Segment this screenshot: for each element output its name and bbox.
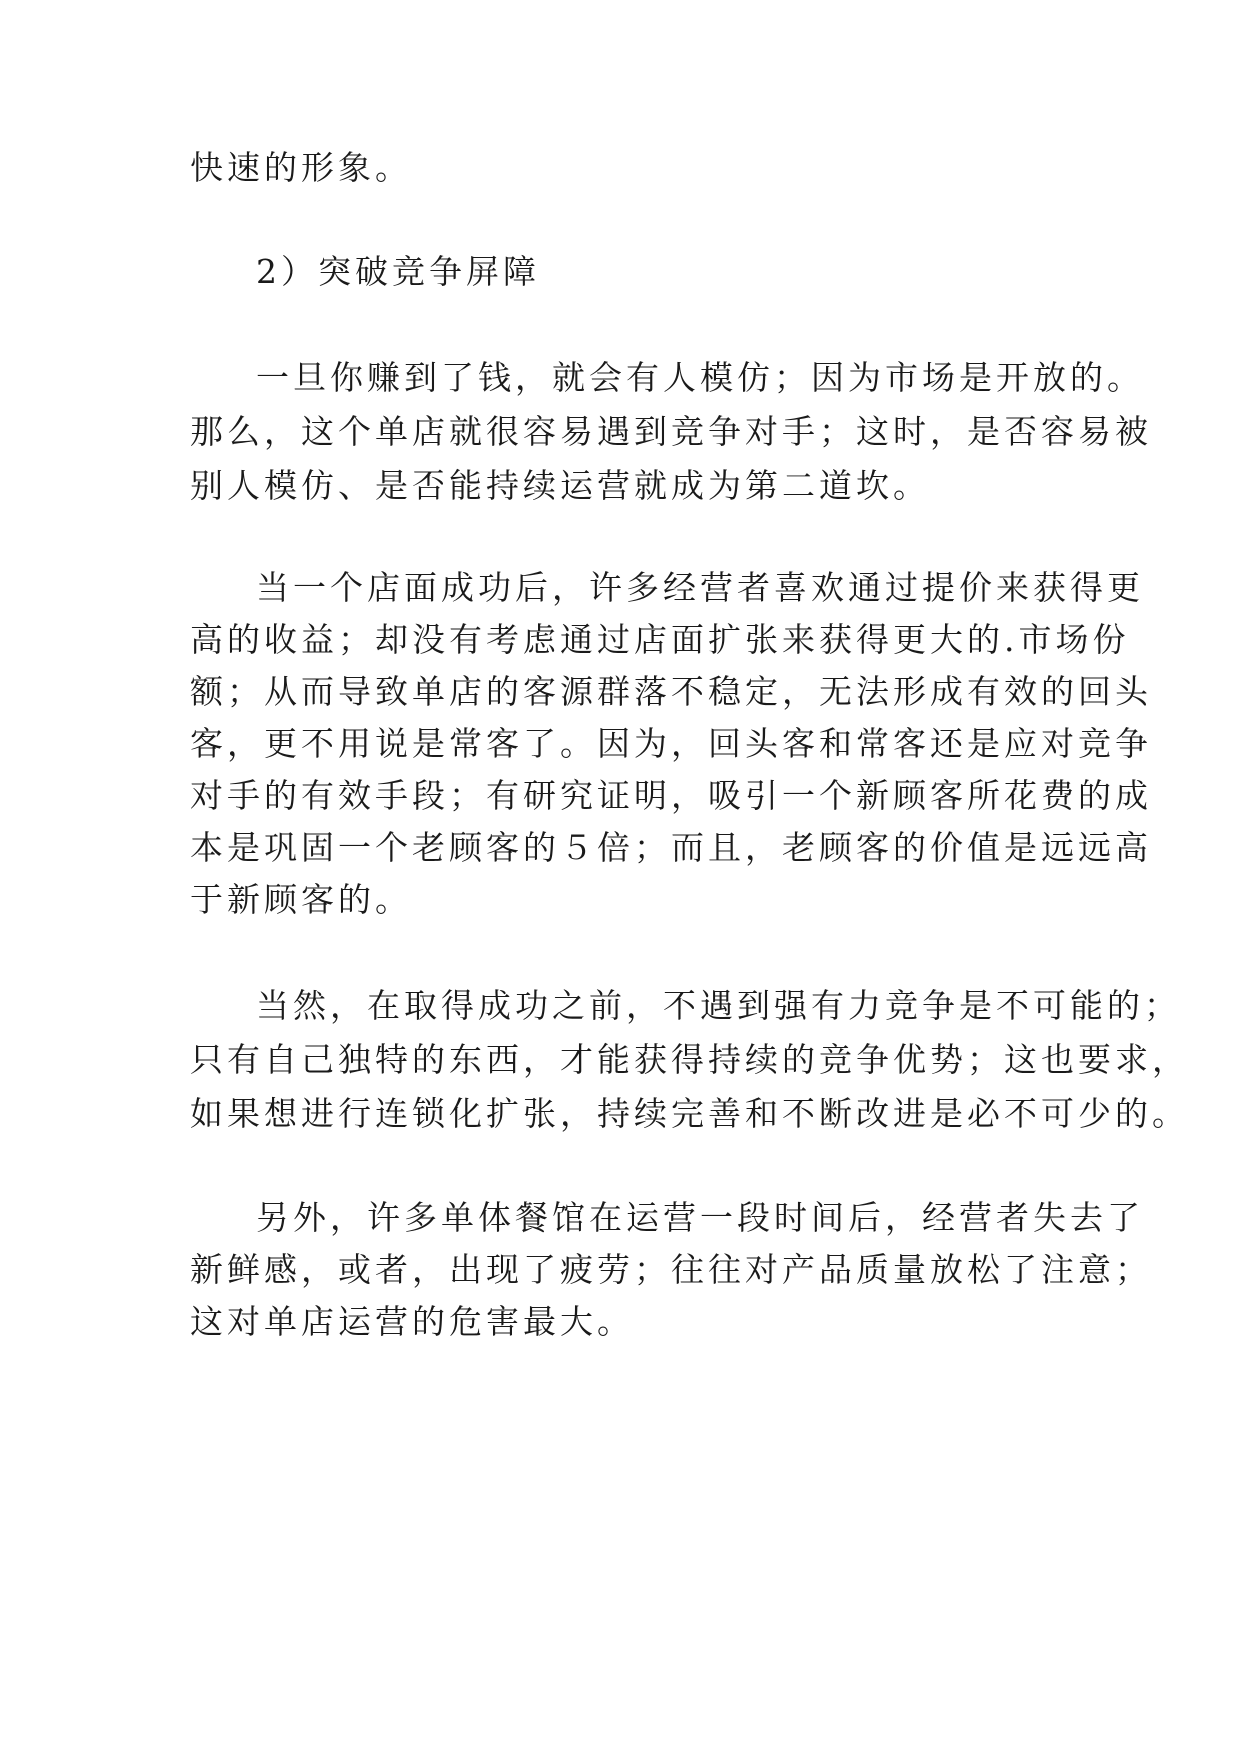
paragraph-line: 如果想进行连锁化扩张，持续完善和不断改进是必不可少的。 — [190, 1094, 1189, 1133]
paragraph-line: 于新顾客的。 — [190, 880, 412, 919]
paragraph-line: 新鲜感，或者，出现了疲劳；往往对产品质量放松了注意； — [190, 1250, 1152, 1289]
paragraph-line: 只有自己独特的东西，才能获得持续的竞争优势；这也要求， — [190, 1040, 1189, 1079]
paragraph-line: 快速的形象。 — [190, 148, 412, 187]
section-heading: 2）突破竞争屏障 — [256, 252, 540, 291]
paragraph-line: 本是巩固一个老顾客的５倍；而且，老顾客的价值是远远高 — [190, 828, 1152, 867]
paragraph-line: 额；从而导致单店的客源群落不稳定，无法形成有效的回头 — [190, 672, 1152, 711]
paragraph-line: 客，更不用说是常客了。因为，回头客和常客还是应对竞争 — [190, 724, 1152, 763]
paragraph-line: 当然，在取得成功之前，不遇到强有力竞争是不可能的； — [256, 986, 1181, 1025]
paragraph-line: 当一个店面成功后，许多经营者喜欢通过提价来获得更 — [256, 568, 1144, 607]
paragraph-line: 对手的有效手段；有研究证明，吸引一个新顾客所花费的成 — [190, 776, 1152, 815]
paragraph-line: 另外，许多单体餐馆在运营一段时间后，经营者失去了 — [256, 1198, 1144, 1237]
paragraph-line: 高的收益；却没有考虑通过店面扩张来获得更大的.市场份 — [190, 620, 1130, 659]
paragraph-line: 一旦你赚到了钱，就会有人模仿；因为市场是开放的。 — [256, 358, 1144, 397]
paragraph-line: 那么，这个单店就很容易遇到竞争对手；这时，是否容易被 — [190, 412, 1152, 451]
paragraph-line: 这对单店运营的危害最大。 — [190, 1302, 634, 1341]
paragraph-line: 别人模仿、是否能持续运营就成为第二道坎。 — [190, 466, 930, 505]
